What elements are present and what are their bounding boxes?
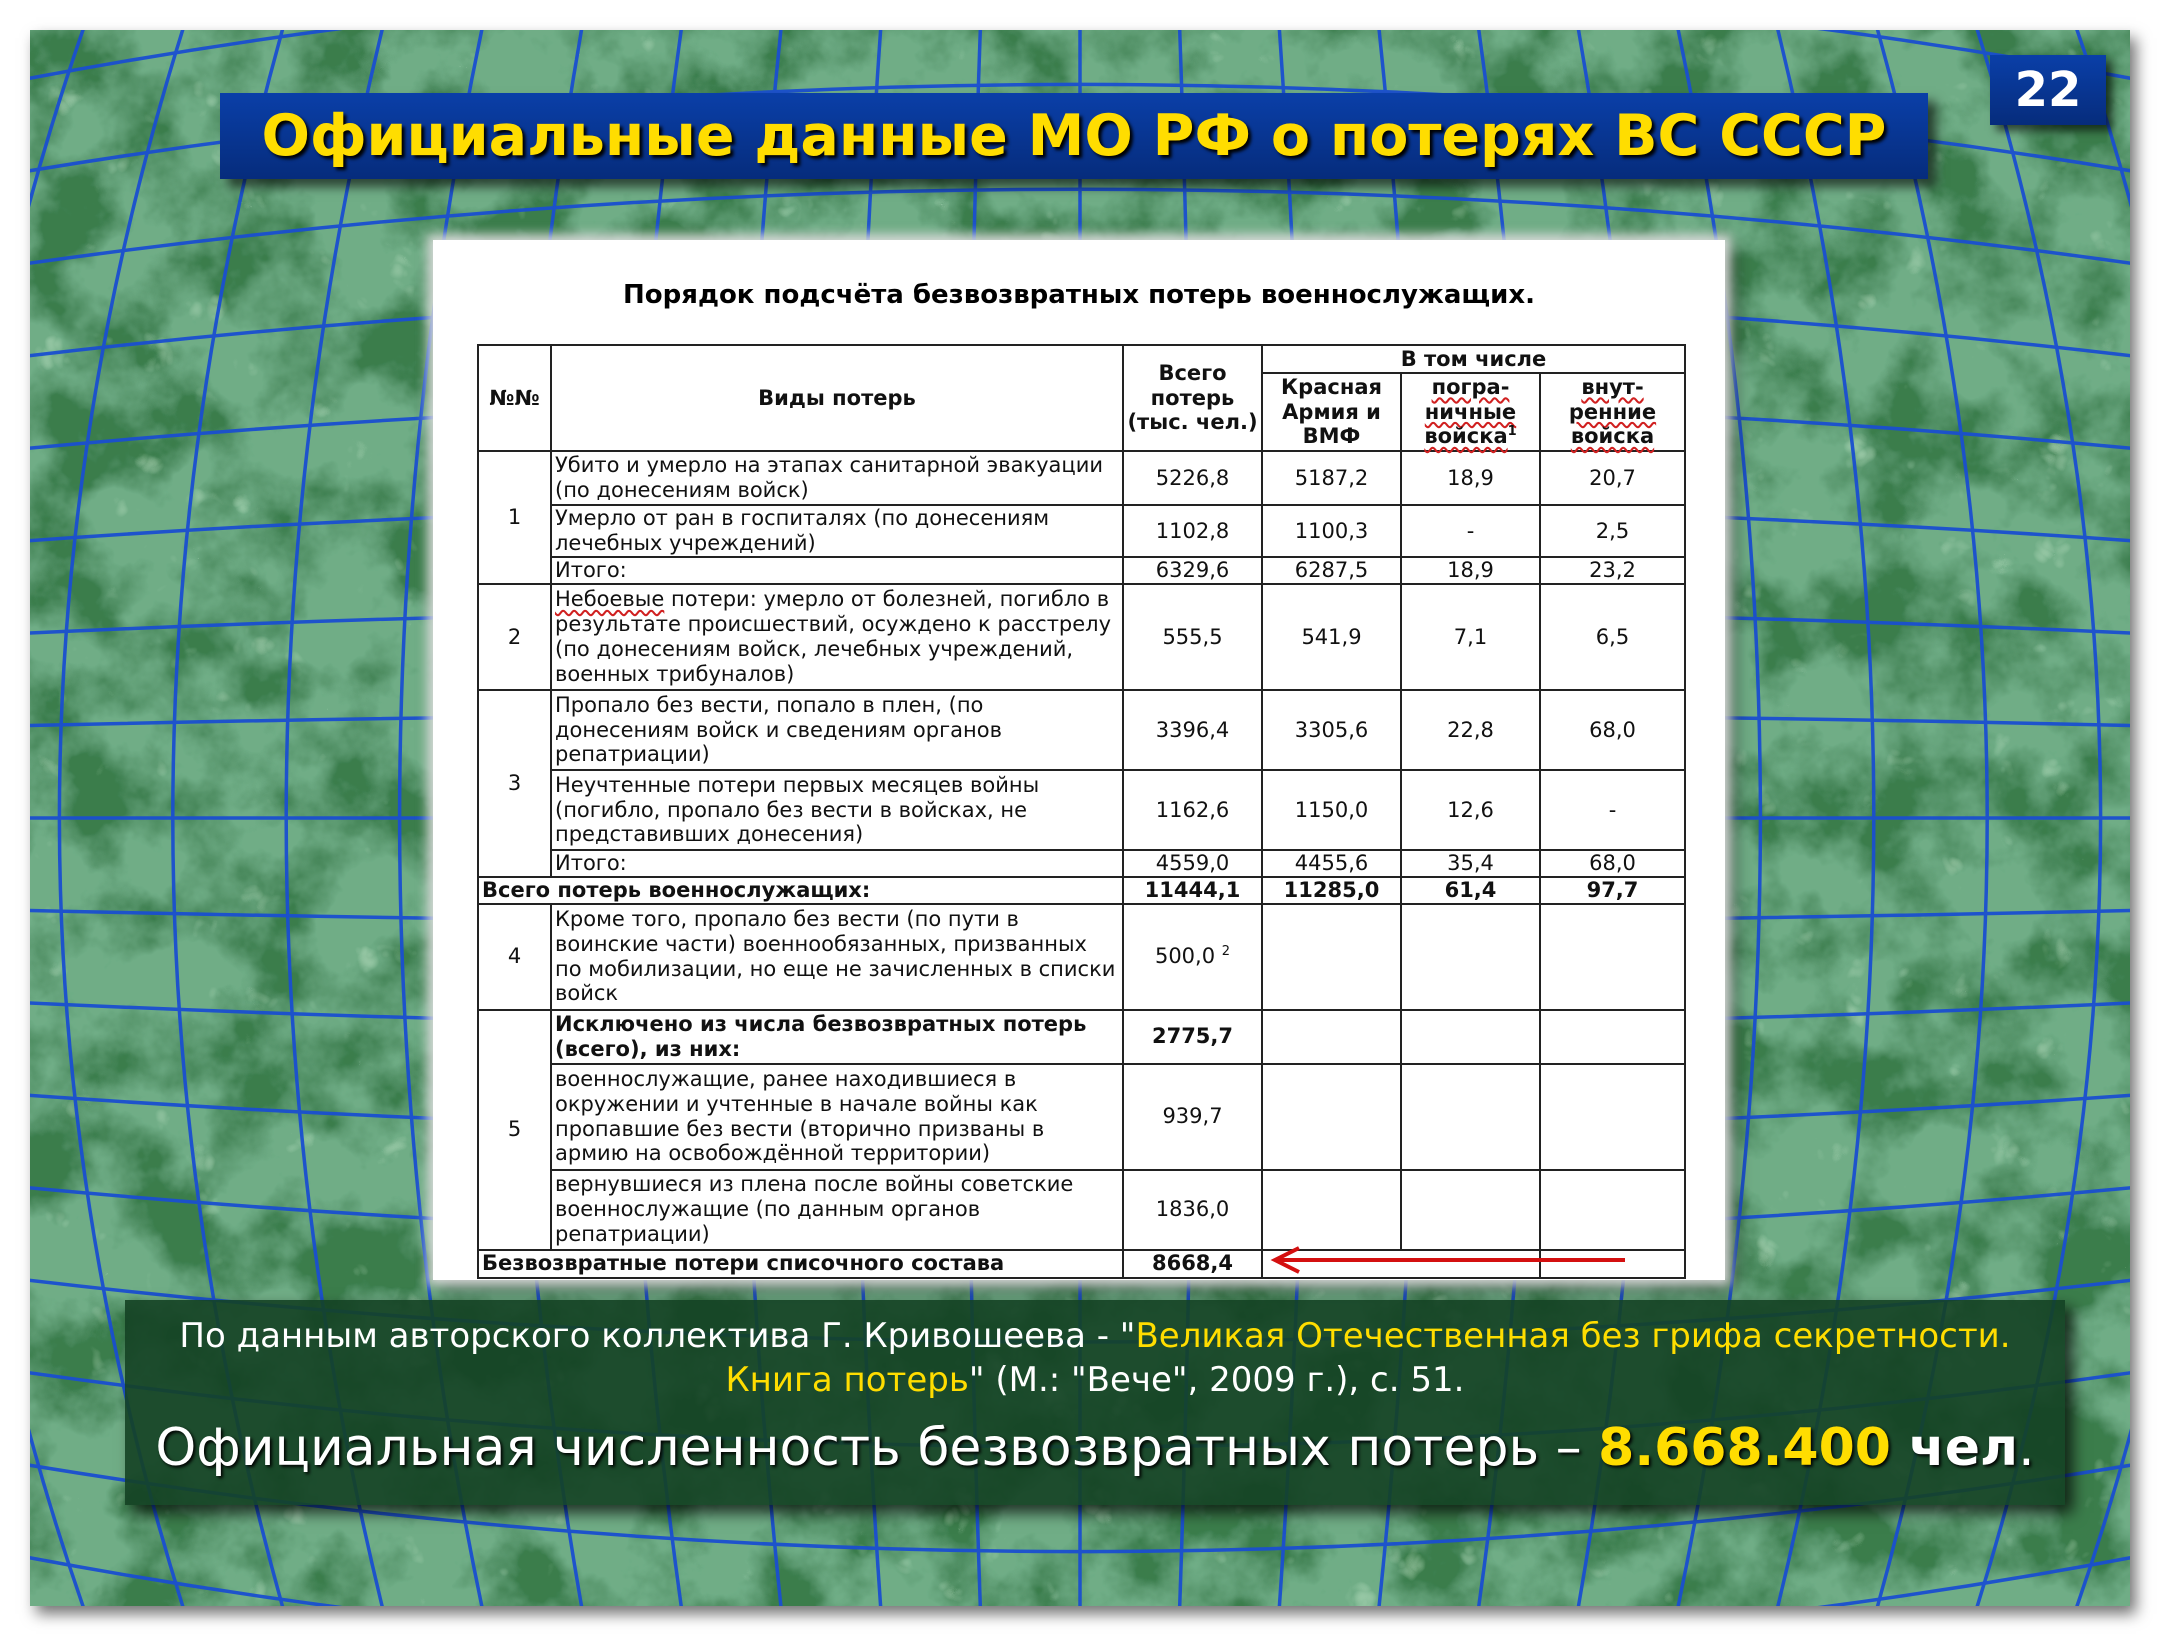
table-row-final [478, 1250, 1685, 1278]
header-border-footnote: 1 [1507, 424, 1517, 440]
row-text: Всего потерь военнослужащих: [478, 877, 1123, 904]
table-row [478, 451, 1685, 505]
row-red-army: 6287,5 [1262, 557, 1401, 584]
header-num: №№ [478, 345, 551, 451]
row-internal: 97,7 [1540, 877, 1685, 904]
header-border-troops [1401, 373, 1540, 451]
row-total: 11444,1 [1123, 877, 1262, 904]
row-text: Итого: [551, 850, 1123, 877]
table-row [478, 850, 1685, 877]
row-internal: 68,0 [1540, 690, 1685, 770]
row-text: Пропало без вести, попало в плен, (по донесениям войск и сведениям органов репатриации) [551, 690, 1123, 770]
empty-cell [1262, 1064, 1401, 1170]
row-total: 555,5 [1123, 584, 1262, 690]
row-num: 1 [478, 451, 551, 584]
table-row [478, 770, 1685, 850]
conclusion-line [125, 1418, 2065, 1478]
row-num: 2 [478, 584, 551, 690]
row-total: 4559,0 [1123, 850, 1262, 877]
table-row [478, 904, 1685, 1010]
row-num: 4 [478, 904, 551, 1010]
document-scan [433, 240, 1725, 1280]
row-border: 35,4 [1401, 850, 1540, 877]
row-total: 1162,6 [1123, 770, 1262, 850]
row-internal: 20,7 [1540, 451, 1685, 505]
row-text: Убито и умерло на этапах санитарной эвакуации (по донесениям войск) [551, 451, 1123, 505]
row-total: 6329,6 [1123, 557, 1262, 584]
header-red-army: Красная Армия и ВМФ [1262, 373, 1401, 451]
row-internal: - [1540, 770, 1685, 850]
empty-cell [1262, 1250, 1401, 1278]
row-text: Итого: [551, 557, 1123, 584]
empty-cell [1401, 1064, 1540, 1170]
table-row [478, 690, 1685, 770]
header-internal-troops [1540, 373, 1685, 451]
source-prefix: По данным авторского коллектива Г. Кривошеева - " [179, 1316, 1136, 1356]
row-internal: 68,0 [1540, 850, 1685, 877]
row-border: 18,9 [1401, 451, 1540, 505]
header-border-label: погра-ничные войска [1424, 374, 1517, 449]
row-text-underlined: Небоевые [555, 587, 665, 612]
row-text: Безвозвратные потери списочного состава [478, 1250, 1123, 1278]
row-red-army: 1100,3 [1262, 505, 1401, 557]
conclusion-label: Официальная численность безвозвратных потерь – [155, 1418, 1599, 1478]
row-red-army: 5187,2 [1262, 451, 1401, 505]
row-border: 7,1 [1401, 584, 1540, 690]
row-red-army: 1150,0 [1262, 770, 1401, 850]
row-total: 8668,4 [1123, 1250, 1262, 1278]
row-text: Кроме того, пропало без вести (по пути в воинские части) военнообязанных, призванных по мобилизации, но еще не зачисленных в списки войск [551, 904, 1123, 1010]
empty-cell [1262, 1170, 1401, 1250]
row-text [551, 584, 1123, 690]
row-red-army: 3305,6 [1262, 690, 1401, 770]
row-internal: 6,5 [1540, 584, 1685, 690]
row-text: Умерло от ран в госпиталях (по донесениям лечебных учреждений) [551, 505, 1123, 557]
table-row [478, 557, 1685, 584]
caption-panel [125, 1300, 2065, 1505]
empty-cell [1401, 1010, 1540, 1064]
header-types: Виды потерь [551, 345, 1123, 451]
empty-cell [1401, 904, 1540, 1010]
empty-cell [1401, 1170, 1540, 1250]
table-header-row [478, 345, 1685, 373]
table-row-total [478, 877, 1685, 904]
empty-cell [1401, 1250, 1540, 1278]
table-row [478, 1170, 1685, 1250]
row-total: 939,7 [1123, 1064, 1262, 1170]
conclusion-end: . [2018, 1418, 2035, 1478]
header-total: Всего потерь (тыс. чел.) [1123, 345, 1262, 451]
row-total-cell [1123, 904, 1262, 1010]
row-text: Исключено из числа безвозвратных потерь (всего), из них: [551, 1010, 1123, 1064]
conclusion-figure: 8.668.400 [1598, 1418, 1891, 1478]
row-total: 3396,4 [1123, 690, 1262, 770]
source-suffix: " (М.: "Вече", 2009 г.), с. 51. [968, 1360, 1465, 1400]
row-internal: 23,2 [1540, 557, 1685, 584]
row-text-rest: потери: умерло от болезней, погибло в результате происшествий, осуждено к расстрелу (по донесениям войск, лечебных учреждений, военных трибуналов) [555, 587, 1112, 686]
table-row [478, 1010, 1685, 1064]
source-citation [165, 1314, 2025, 1402]
losses-table [477, 344, 1686, 1279]
book-title: Великая Отечественная без грифа секретности. Книга потерь [725, 1316, 2011, 1400]
row-text: Неучтенные потери первых месяцев войны (погибло, пропало без вести в войсках, не представивших донесения) [551, 770, 1123, 850]
header-internal-label: внут-ренние войска [1568, 374, 1657, 449]
table-row [478, 584, 1685, 690]
row-total: 500,0 [1154, 944, 1216, 969]
row-num: 3 [478, 690, 551, 877]
row-red-army: 11285,0 [1262, 877, 1401, 904]
header-including: В том числе [1262, 345, 1685, 373]
slide [30, 30, 2130, 1606]
row-red-army: 4455,6 [1262, 850, 1401, 877]
table-row [478, 1064, 1685, 1170]
empty-cell [1540, 1010, 1685, 1064]
title-bar [220, 93, 1928, 179]
row-red-army: 541,9 [1262, 584, 1401, 690]
empty-cell [1540, 904, 1685, 1010]
empty-cell [1262, 1010, 1401, 1064]
row-internal: 2,5 [1540, 505, 1685, 557]
row-total: 2775,7 [1123, 1010, 1262, 1064]
slide-title: Официальные данные МО РФ о потерях ВС СССР [261, 103, 1887, 169]
conclusion-unit: чел [1890, 1418, 2019, 1478]
row-border: 61,4 [1401, 877, 1540, 904]
table-row [478, 505, 1685, 557]
empty-cell [1540, 1170, 1685, 1250]
empty-cell [1540, 1064, 1685, 1170]
document-title: Порядок подсчёта безвозвратных потерь военнослужащих. [623, 280, 1535, 310]
row-text: вернувшиеся из плена после войны советские военнослужащие (по данным органов репатриации) [551, 1170, 1123, 1250]
row-border: 22,8 [1401, 690, 1540, 770]
row-text: военнослужащие, ранее находившиеся в окружении и учтенные в начале войны как пропавшие без вести (вторично призваны в армию на освобождённой территории) [551, 1064, 1123, 1170]
empty-cell [1540, 1250, 1685, 1278]
row-total: 1836,0 [1123, 1170, 1262, 1250]
row-border: - [1401, 505, 1540, 557]
row-border: 18,9 [1401, 557, 1540, 584]
empty-cell [1262, 904, 1401, 1010]
row-total: 5226,8 [1123, 451, 1262, 505]
row-total: 1102,8 [1123, 505, 1262, 557]
row-border: 12,6 [1401, 770, 1540, 850]
row-num: 5 [478, 1010, 551, 1250]
row-footnote: 2 [1221, 944, 1231, 960]
slide-number-badge: 22 [1990, 55, 2106, 125]
